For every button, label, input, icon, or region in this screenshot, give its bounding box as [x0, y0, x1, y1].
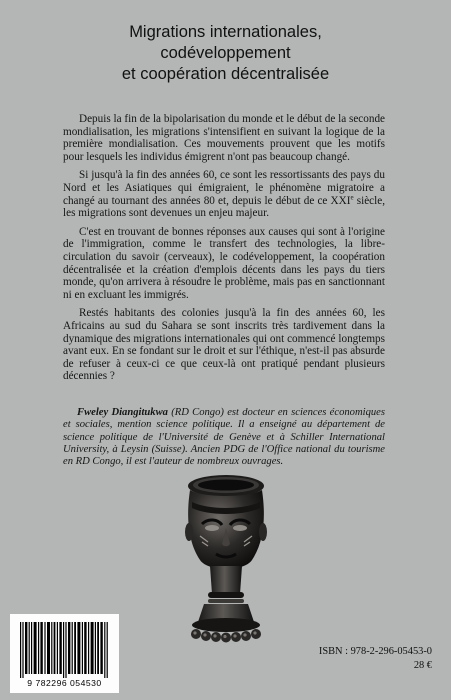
barcode-number: 9 782296 054530: [27, 678, 102, 688]
isbn: ISBN : 978-2-296-05453-0: [318, 646, 432, 657]
barcode-bars-icon: [17, 622, 113, 678]
price: 28 €: [413, 660, 432, 671]
title-line-1: Migrations internationales,: [129, 23, 322, 41]
author-bio-text: (RD Congo) est docteur en sciences économiques et sociales, mention science politique. Il a enseigné au département de science politique de l'Université de Genève et à Schiller International University, à Leysin (Suisse). Ancien PDG de l'Office national du tourisme en RD Congo, il est l'auteur de nombreux ouvrages.: [63, 407, 385, 468]
blurb-paragraph-3: C'est en trouvant de bonnes réponses aux causes qui sont à l'origine de l'immigration, comme le transfert des technologies, la libre-circulation du savoir (cerveaux), le codéveloppement, la coopération décentralisée et la création d'emplois décents dans les pays du tiers monde, qu'on arrivera à résoudre le problème, mais pas en sanctionnant ni en excluant les immigrés.: [63, 225, 385, 301]
title-line-3: et coopération décentralisée: [121, 65, 330, 83]
century-superscript: e: [350, 192, 354, 201]
blurb-paragraph-4: Restés habitants des colonies jusqu'à la fin des années 60, les Africains au sud du Sahara se sont inscrits très tardivement dans la dynamique des migrations internationales qui ont commencé longtemps avant eux. En se fondant sur le droit et sur l'éthique, n'est-il pas absurde de refuser à ceux-ci ce que ceux-là ont pratiqué pendant plusieurs décennies ?: [63, 307, 385, 383]
barcode: [10, 614, 119, 693]
blurb-paragraph-2-start: Si jusqu'à la fin des années 60, ce sont les ressortissants des pays du Nord et les Asiatiques qui émigraient, le phénomène migratoire a changé au tournant des années 80 et, depuis le début de ce XXI: [63, 169, 385, 207]
carved-head-cup-sculpture-icon: [170, 472, 282, 648]
author-bio: [63, 407, 385, 468]
title-line-2: codéveloppement: [160, 44, 291, 62]
book-title: [0, 22, 451, 85]
author-name: Fweley Diangitukwa: [77, 407, 168, 418]
blurb-paragraph-1: Depuis la fin de la bipolarisation du monde et le début de la seconde mondialisation, les migrations s'intensifient en suivant la logique de la première mondialisation. Ces mouvements prouvent que les motifs pour lesquels les individus émigrent n'ont pas beaucoup changé.: [63, 113, 386, 163]
blurb-paragraph-2: [63, 169, 385, 219]
blurb-text: [63, 113, 385, 389]
blurb-paragraph-2-end: siècle, les migrations sont devenues un enjeu majeur.: [63, 194, 385, 220]
